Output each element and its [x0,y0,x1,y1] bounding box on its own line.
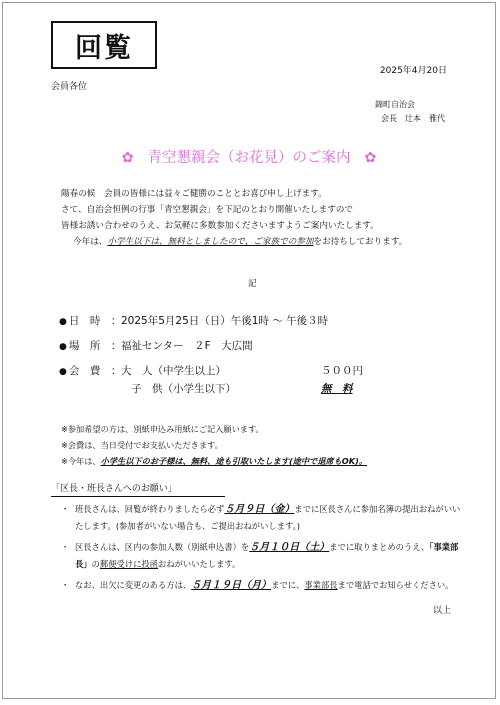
event-details [59,313,363,403]
adult-fee-label: 大 人（中学生以上） [121,365,226,377]
free-children-emphasis: 小学生以下のお子様は、無料、途も引取いたします(途中で退席もOK)。 [100,456,368,466]
document-title: 青空懇親会（お花見）のご案内 [147,150,351,166]
deadline-date: ５月９日（金） [224,504,295,515]
ki-heading: 記 [248,279,257,289]
detail-fee-row [59,363,363,403]
date-label: 日 時 ： [68,315,122,327]
circular-document [2,2,496,699]
request-item: ・ なお、出欠に変更のある方は、５月１９日（月）までに、事業部長まで電話でお知らせください。 [61,577,461,594]
place-value: 福祉センター ２F 大広間 [121,340,253,352]
bullet-icon: ・ [61,580,70,590]
fee-label: 会 費 ： [68,365,122,377]
request-list [61,501,461,599]
bullet-icon: ● [59,342,67,352]
place-label: 場 所 ： [68,340,122,352]
greeting-paragraph [61,186,471,250]
request-item: ・ 班長さんは、回覧が終わりましたら必ず５月９日（金）までに区長さんに参加名簿の提出おねがいいたします。(参加者がいない場合も、ご提出おねがいします。) [61,501,461,534]
note-line: ※会費は、当日受付でお支払いただきます。 [61,440,223,450]
deadline-date: ５月１９日（月） [191,580,272,591]
flower-icon: ✿ [364,150,377,166]
note-line: ※参加希望の方は、別紙申込み用紙にご記入願います。 [61,424,264,434]
sender-name: 辻本 雅代 [405,114,445,123]
detail-place-row [59,338,328,363]
bullet-icon: ・ [61,542,70,552]
greeting-line: 皆様お誘い合わせのうえ、お気軽に多数参加くださいますようご案内いたします。 [61,221,379,231]
greeting-line: さて、自治会恒例の行事「青空懇親会」を下記のとおり開催いたしますので [61,205,354,215]
notes-block [61,421,367,469]
greeting-line: 陽春の候 会員の皆様には益々ご健勝のこととお喜び申し上げます。 [61,189,327,199]
flower-icon: ✿ [121,150,134,166]
deadline-date: ５月１０日（土） [249,542,330,553]
note-line: ※今年は、小学生以下のお子様は、無料、途も引取いたします(途中で退席もOK)。 [61,456,368,466]
detail-date-row [59,313,328,338]
adult-fee-price: ５００円 [321,365,363,377]
request-heading: 「区長・班長さんへのお願い」 [51,481,225,497]
greeting-line: 今年は、小学生以下は、無料としましたので、ご家族での参加をお待ちしております。 [73,237,408,247]
closing-mark: 以上 [432,606,451,616]
document-title-row [3,146,495,167]
bullet-icon: ● [59,367,67,377]
child-fee-label: 子 供（小学生以下） [131,383,236,395]
organization-name: 錦町自治会 [375,100,415,109]
child-fee-price: 無 料 [321,383,353,395]
date-value: 2025年5月25日（日）午後1時 ～ 午後３時 [121,315,329,327]
addressee: 会員各位 [51,82,88,92]
sender-line [381,113,453,124]
free-children-note: 小学生以下は、無料としましたので、ご家族での参加 [107,237,314,247]
sender-role: 会長 [381,114,397,123]
circular-stamp: 回覧 [51,21,157,69]
issue-date: 2025年4月20日 [379,66,447,76]
request-item: ・ 区長さんは、区内の参加人数（別紙申込書）を５月１０日（土）までに取りまとめのうえ、「事業部長」の郵便受けに投函おねがいいたします。 [61,539,461,572]
bullet-icon: ● [59,317,67,327]
bullet-icon: ・ [61,504,70,514]
